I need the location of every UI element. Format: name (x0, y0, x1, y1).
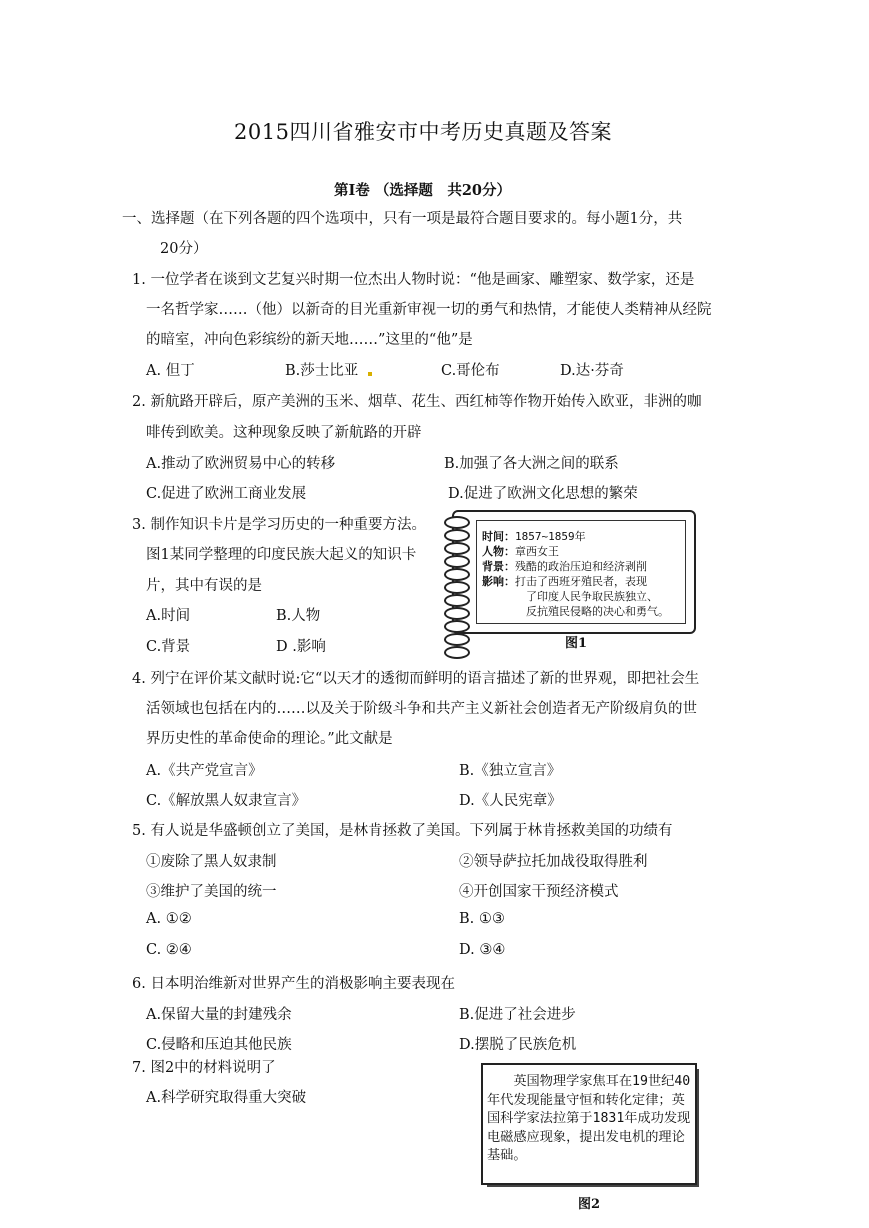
q2-line2: 啡传到欧美。这种现象反映了新航路的开辟 (146, 425, 422, 441)
q3-option-b: B.人物 (276, 608, 321, 624)
spiral-binding-icon (444, 516, 474, 628)
q7-option-a: A.科学研究取得重大突破 (146, 1090, 307, 1106)
card-background-value: 残酷的政治压迫和经济剥削 (515, 560, 647, 573)
q4-option-d: D.《人民宪章》 (459, 793, 562, 809)
q5-line1: 5. 有人说是华盛顿创立了美国，是林肯拯救了美国。下列属于林肯拯救美国的功绩有 (132, 823, 673, 839)
card-person-key: 人物： (482, 545, 515, 558)
card-person-row (482, 543, 559, 559)
q5-option-a: A. ①② (146, 911, 192, 927)
q1-option-a: A. 但丁 (146, 363, 195, 379)
q4-option-b: B.《独立宣言》 (459, 763, 562, 779)
q1-option-c: C.哥伦布 (441, 363, 500, 379)
q3-line2: 图1某同学整理的印度民族大起义的知识卡 (146, 547, 417, 563)
q6-option-b: B.促进了社会进步 (459, 1007, 576, 1023)
q5-item-1: ①废除了黑人奴隶制 (146, 854, 277, 870)
stray-mark-icon (368, 372, 372, 376)
q3-option-c: C.背景 (146, 639, 191, 655)
q3-option-a: A.时间 (146, 608, 191, 624)
q5-item-2: ②领导萨拉托加战役取得胜利 (459, 854, 648, 870)
q2-option-c: C.促进了欧洲工商业发展 (146, 486, 307, 502)
q3-line3: 片，其中有误的是 (146, 578, 262, 594)
q6-option-a: A.保留大量的封建残余 (146, 1007, 292, 1023)
q1-line1: 1. 一位学者在谈到文艺复兴时期一位杰出人物时说：“他是画家、雕塑家、数学家，还是 (132, 272, 695, 288)
q3-line1: 3. 制作知识卡片是学习历史的一种重要方法。 (132, 517, 426, 533)
part-intro-line1: 一、选择题（在下列各题的四个选项中，只有一项是最符合题目要求的。每小题1分，共 (122, 211, 683, 227)
q5-option-b: B. ①③ (459, 911, 505, 927)
card-time-row (482, 528, 586, 544)
q5-item-3: ③维护了美国的统一 (146, 884, 277, 900)
q2-line1: 2. 新航路开辟后，原产美洲的玉米、烟草、花生、西红柿等作物开始传入欧亚，非洲的咖 (132, 394, 702, 410)
section-header: 第Ⅰ卷 （选择题 共20分） (334, 182, 512, 199)
card-impact-key: 影响： (482, 575, 515, 588)
card-background-key: 背景： (482, 560, 515, 573)
q2-option-d: D.促进了欧洲文化思想的繁荣 (448, 486, 638, 502)
card-impact-value-2: 了印度人民争取民族独立、 (526, 590, 658, 603)
card-time-value: 1857~1859年 (515, 530, 586, 543)
q1-line2: 一名哲学家……（他）以新奇的目光重新审视一切的勇气和热情，才能使人类精神从经院 (146, 302, 712, 318)
q4-line3: 界历史性的革命使命的理论。”此文献是 (146, 731, 393, 747)
q6-option-d: D.摆脱了民族危机 (459, 1037, 577, 1053)
q6-option-c: C.侵略和压迫其他民族 (146, 1037, 292, 1053)
q1-option-b: B.莎士比亚 (285, 363, 359, 379)
q5-option-c: C. ②④ (146, 942, 192, 958)
card-impact-value-3: 反抗殖民侵略的决心和勇气。 (526, 605, 669, 618)
q6-line1: 6. 日本明治维新对世界产生的消极影响主要表现在 (132, 976, 455, 992)
q4-option-a: A.《共产党宣言》 (146, 763, 263, 779)
q5-item-4: ④开创国家干预经济模式 (459, 884, 619, 900)
q4-line1: 4. 列宁在评价某文献时说:它“以天才的透彻而鲜明的语言描述了新的世界观，即把社会生 (132, 671, 700, 687)
card-time-key: 时间： (482, 530, 515, 543)
card-impact-value-1: 打击了西班牙殖民者，表现 (515, 575, 647, 588)
q4-option-c: C.《解放黑人奴隶宣言》 (146, 793, 307, 809)
figure-1-label: 图1 (565, 636, 588, 651)
figure-2-label: 图2 (578, 1197, 601, 1212)
figure-2-text-card (481, 1063, 697, 1185)
q2-option-b: B.加强了各大洲之间的联系 (444, 456, 619, 472)
card-person-value: 章西女王 (515, 545, 559, 558)
part-intro-line2: 20分） (160, 241, 208, 257)
figure-1-knowledge-card (452, 510, 696, 634)
q5-option-d: D. ③④ (459, 942, 506, 958)
page-title: 2015四川省雅安市中考历史真题及答案 (234, 120, 612, 144)
q4-line2: 活领域也包括在内的……以及关于阶级斗争和共产主义新社会创造者无产阶级肩负的世 (146, 701, 697, 717)
card-impact-row (482, 573, 647, 589)
q3-option-d: D .影响 (276, 639, 326, 655)
figure-2-text: 英国物理学家焦耳在19世纪40年代发现能量守恒和转化定律；英国科学家法拉第于1831年成功发现电磁感应现象，提出发电机的理论基础。 (487, 1074, 691, 1163)
q1-line3: 的暗室，冲向色彩缤纷的新天地……”这里的“他”是 (146, 332, 473, 348)
q2-option-a: A.推动了欧洲贸易中心的转移 (146, 456, 336, 472)
q1-option-d: D.达·芬奇 (560, 363, 624, 379)
q7-line1: 7. 图2中的材料说明了 (132, 1060, 276, 1076)
card-background-row (482, 558, 647, 574)
